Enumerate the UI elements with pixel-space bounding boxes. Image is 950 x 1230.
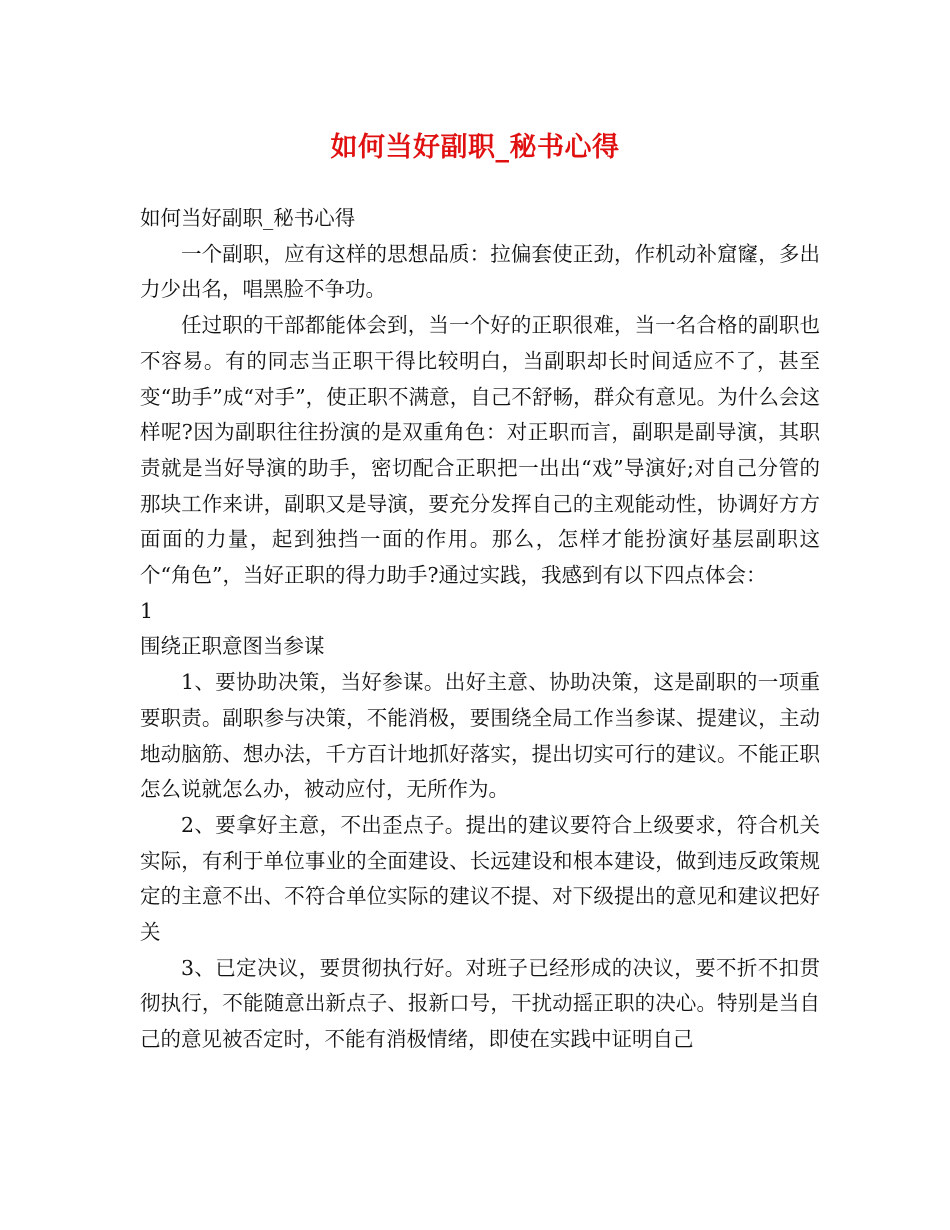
body-paragraph: 1、要协助决策，当好参谋。出好主意、协助决策，这是副职的一项重要职责。副职参与决策，不能消极，要围绕全局工作当参谋、提建议，主动地动脑筋、想办法，千方百计地抓好落实，提出切实可行的建议。不能正职怎么说就怎么办，被动应付，无所作为。 [140, 670, 820, 802]
document-title: 如何当好副职_秘书心得 [330, 132, 620, 163]
body-paragraph: 2、要拿好主意，不出歪点子。提出的建议要符合上级要求，符合机关实际，有利于单位事业的全面建设、长远建设和根本建设，做到违反政策规定的主意不出、不符合单位实际的建议不提、对下级提出的意见和建议把好关 [140, 812, 820, 945]
section-heading: 围绕正职意图当参谋 [140, 634, 325, 659]
body-paragraph: 如何当好副职_秘书心得 [140, 206, 356, 230]
body-paragraph: 3、已定决议，要贯彻执行好。对班子已经形成的决议，要不折不扣贯彻执行，不能随意出新点子、报新口号，干扰动摇正职的决心。特别是当自己的意见被否定时，不能有消极情绪，即使在实践中证明自己 [140, 955, 820, 1052]
document-body [140, 201, 820, 1058]
body-paragraph: 任过职的干部都能体会到，当一个好的正职很难，当一名合格的副职也不容易。有的同志当正职干得比较明白，当副职却长时间适应不了，甚至变“助手”成“对手”，使正职不满意，自己不舒畅，群众有意见。为什么会这样呢?因为副职往往扮演的是双重角色：对正职而言，副职是副导演，其职责就是当好导演的助手，密切配合正职把一出出“戏”导演好;对自己分管的那块工作来讲，副职又是导演，要充分发挥自己的主观能动性，协调好方方面面的力量，起到独挡一面的作用。那么，怎样才能扮演好基层副职这个“角色”，当好正职的得力助手?通过实践，我感到有以下四点体会： [140, 313, 820, 588]
body-paragraph: 一个副职，应有这样的思想品质：拉偏套使正劲，作机动补窟窿，多出力少出名，唱黑脸不争功。 [140, 241, 820, 302]
section-number: 1 [140, 598, 154, 623]
